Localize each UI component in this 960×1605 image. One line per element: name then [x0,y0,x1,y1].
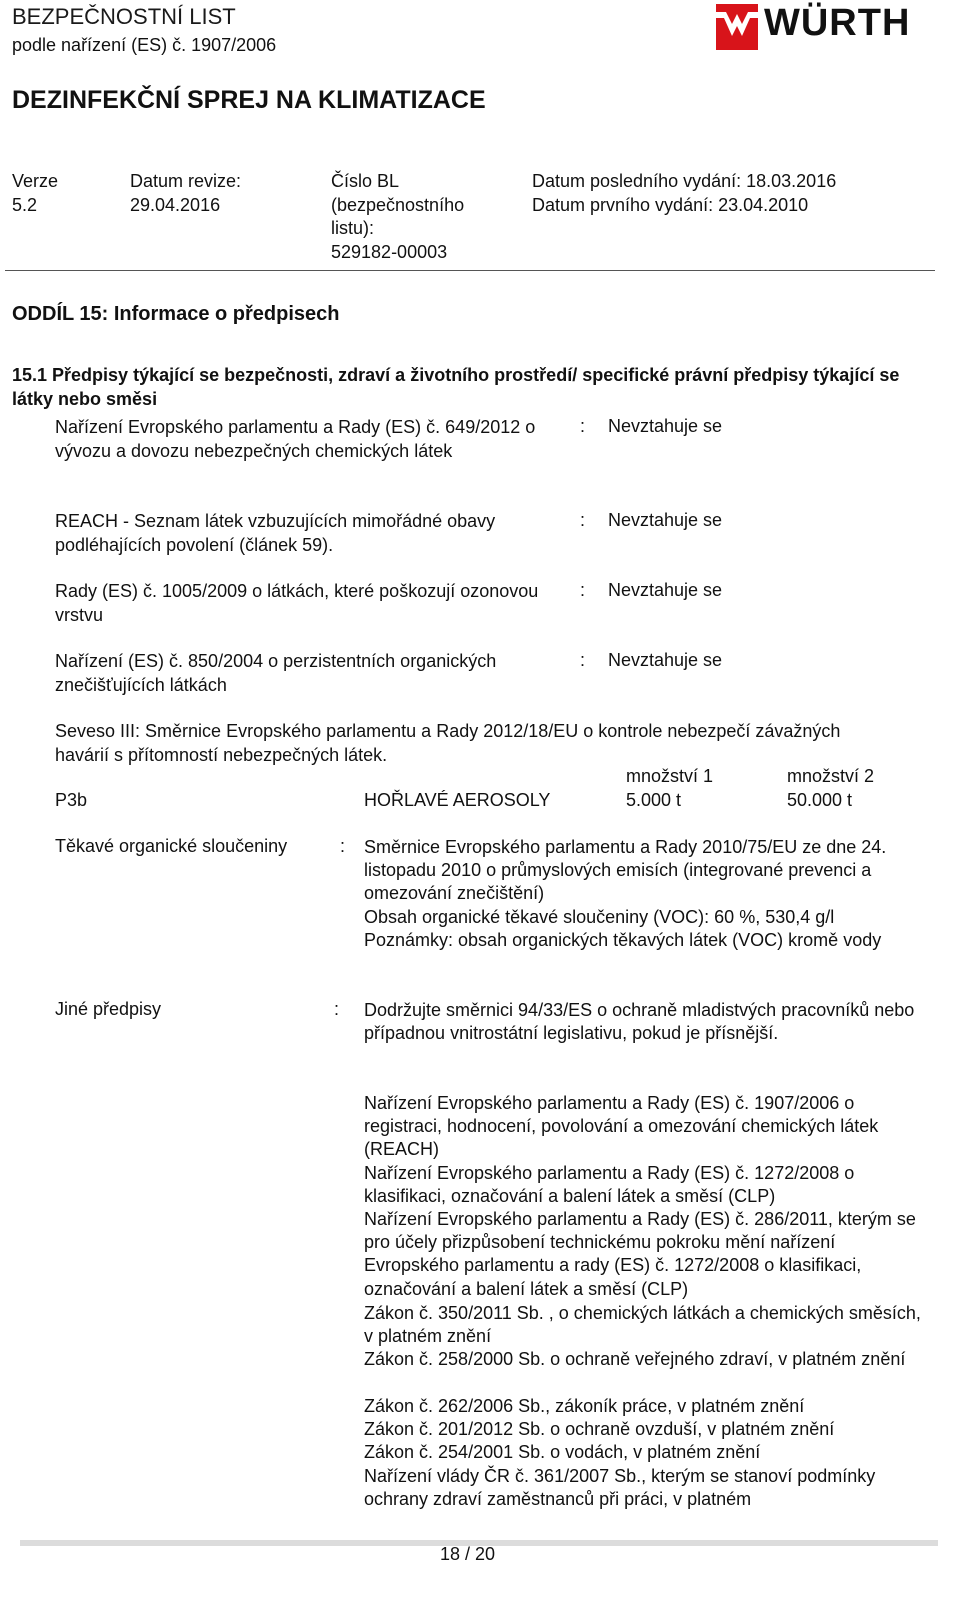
page-number: 18 / 20 [440,1544,496,1564]
regulation-colon: : [580,650,586,670]
other-label: Jiné předpisy [55,999,162,1019]
seveso-col1-header: množství 1 [626,766,714,786]
bl-label-2: (bezpečnostního [331,195,465,215]
other-youth-directive: Dodržujte směrnici 94/33/ES o ochraně mladistvých pracovníků nebo případnou vnitrostátní legislativu, pokud je přísnější. [364,1000,915,1044]
header-divider [5,270,935,271]
product-name: DEZINFEKČNÍ SPREJ NA KLIMATIZACE [12,86,486,114]
regulation-value: Nevztahuje se [608,650,723,670]
section-subtitle: 15.1 Předpisy týkající se bezpečnosti, zdraví a životního prostředí/ specifické právní předpisy týkající se látky nebo směsi [12,365,900,409]
last-issue-date: Datum posledního vydání: 18.03.2016 [532,171,837,191]
other-list-item: Zákon č. 201/2012 Sb. o ochraně ovzduší, v platném znění [364,1419,835,1439]
seveso-row-name: HOŘLAVÉ AEROSOLY [364,790,551,810]
regulation-label: Rady (ES) č. 1005/2009 o látkách, které poškozují ozonovou vrstvu [55,581,539,625]
seveso-text: Seveso III: Směrnice Evropského parlamentu a Rady 2012/18/EU o kontrole nebezpečí závažných havárií s přítomností nebezpečných látek. [55,721,841,765]
other-list-item: Zákon č. 350/2011 Sb. , o chemických látkách a chemických směsích, v platném znění [364,1303,921,1347]
regulation-label: Nařízení Evropského parlamentu a Rady (ES) č. 649/2012 o vývozu a dovozu nebezpečných chemických látek [55,417,536,461]
document-title: BEZPEČNOSTNÍ LIST [12,4,236,29]
regulation-label: Nařízení (ES) č. 850/2004 o perzistentních organických znečišťujících látkách [55,651,497,695]
other-list-item: Zákon č. 262/2006 Sb., zákoník práce, v platném znění [364,1396,805,1416]
regulation-value: Nevztahuje se [608,580,723,600]
brand-name: WÜRTH [764,2,911,44]
other-list-item: Nařízení Evropského parlamentu a Rady (ES) č. 1272/2008 o klasifikaci, označování a balení látek a směsí (CLP) [364,1163,855,1207]
version-value: 5.2 [12,195,38,215]
seveso-row-q2: 50.000 t [787,790,853,810]
regulation-colon: : [580,510,586,530]
voc-note: Poznámky: obsah organických těkavých látek (VOC) kromě vody [364,930,882,950]
other-colon: : [334,999,340,1019]
other-list-item: Nařízení vlády ČR č. 361/2007 Sb., kterým se stanoví podmínky ochrany zdraví zaměstnanců při práci, v platném [364,1466,876,1510]
version-label: Verze [12,171,59,191]
seveso-col2-header: množství 2 [787,766,875,786]
bl-label-1: Číslo BL [331,171,400,191]
bl-value: 529182-00003 [331,242,448,262]
regulation-label: REACH - Seznam látek vzbuzujících mimořádné obavy podléhajících povolení (článek 59). [55,511,496,555]
seveso-row-code: P3b [55,790,88,810]
voc-content: Obsah organické těkavé sloučeniny (VOC): 60 %, 530,4 g/l [364,907,835,927]
voc-directive: Směrnice Evropského parlamentu a Rady 2010/75/EU ze dne 24. listopadu 2010 o průmyslových emisích (integrované prevenci a omezování znečištění) [364,837,887,904]
revision-value: 29.04.2016 [130,195,221,215]
regulation-colon: : [580,580,586,600]
section-title: ODDÍL 15: Informace o předpisech [12,303,340,325]
revision-label: Datum revize: [130,171,242,191]
first-issue-date: Datum prvního vydání: 23.04.2010 [532,195,809,215]
voc-colon: : [340,836,346,856]
other-list-item: Nařízení Evropského parlamentu a Rady (ES) č. 286/2011, kterým se pro účely přizpůsobení technickému pokroku mění nařízení Evropského parlamentu a rady (ES) č. 1272/2008 o klasifikaci, označování a balení látek a směsí (CLP) [364,1209,916,1299]
other-list-item: Nařízení Evropského parlamentu a Rady (ES) č. 1907/2006 o registraci, hodnocení, povolování a omezování chemických látek (REACH) [364,1093,879,1160]
regulation-value: Nevztahuje se [608,510,723,530]
other-list-item: Zákon č. 258/2000 Sb. o ochraně veřejného zdraví, v platném znění [364,1349,906,1369]
seveso-row-q1: 5.000 t [626,790,682,810]
document-subtitle: podle nařízení (ES) č. 1907/2006 [12,35,277,55]
other-list-item: Zákon č. 254/2001 Sb. o vodách, v platném znění [364,1442,761,1462]
regulation-value: Nevztahuje se [608,416,723,436]
voc-label: Těkavé organické sloučeniny [55,836,288,856]
regulation-colon: : [580,416,586,436]
bl-label-3: listu): [331,218,375,238]
